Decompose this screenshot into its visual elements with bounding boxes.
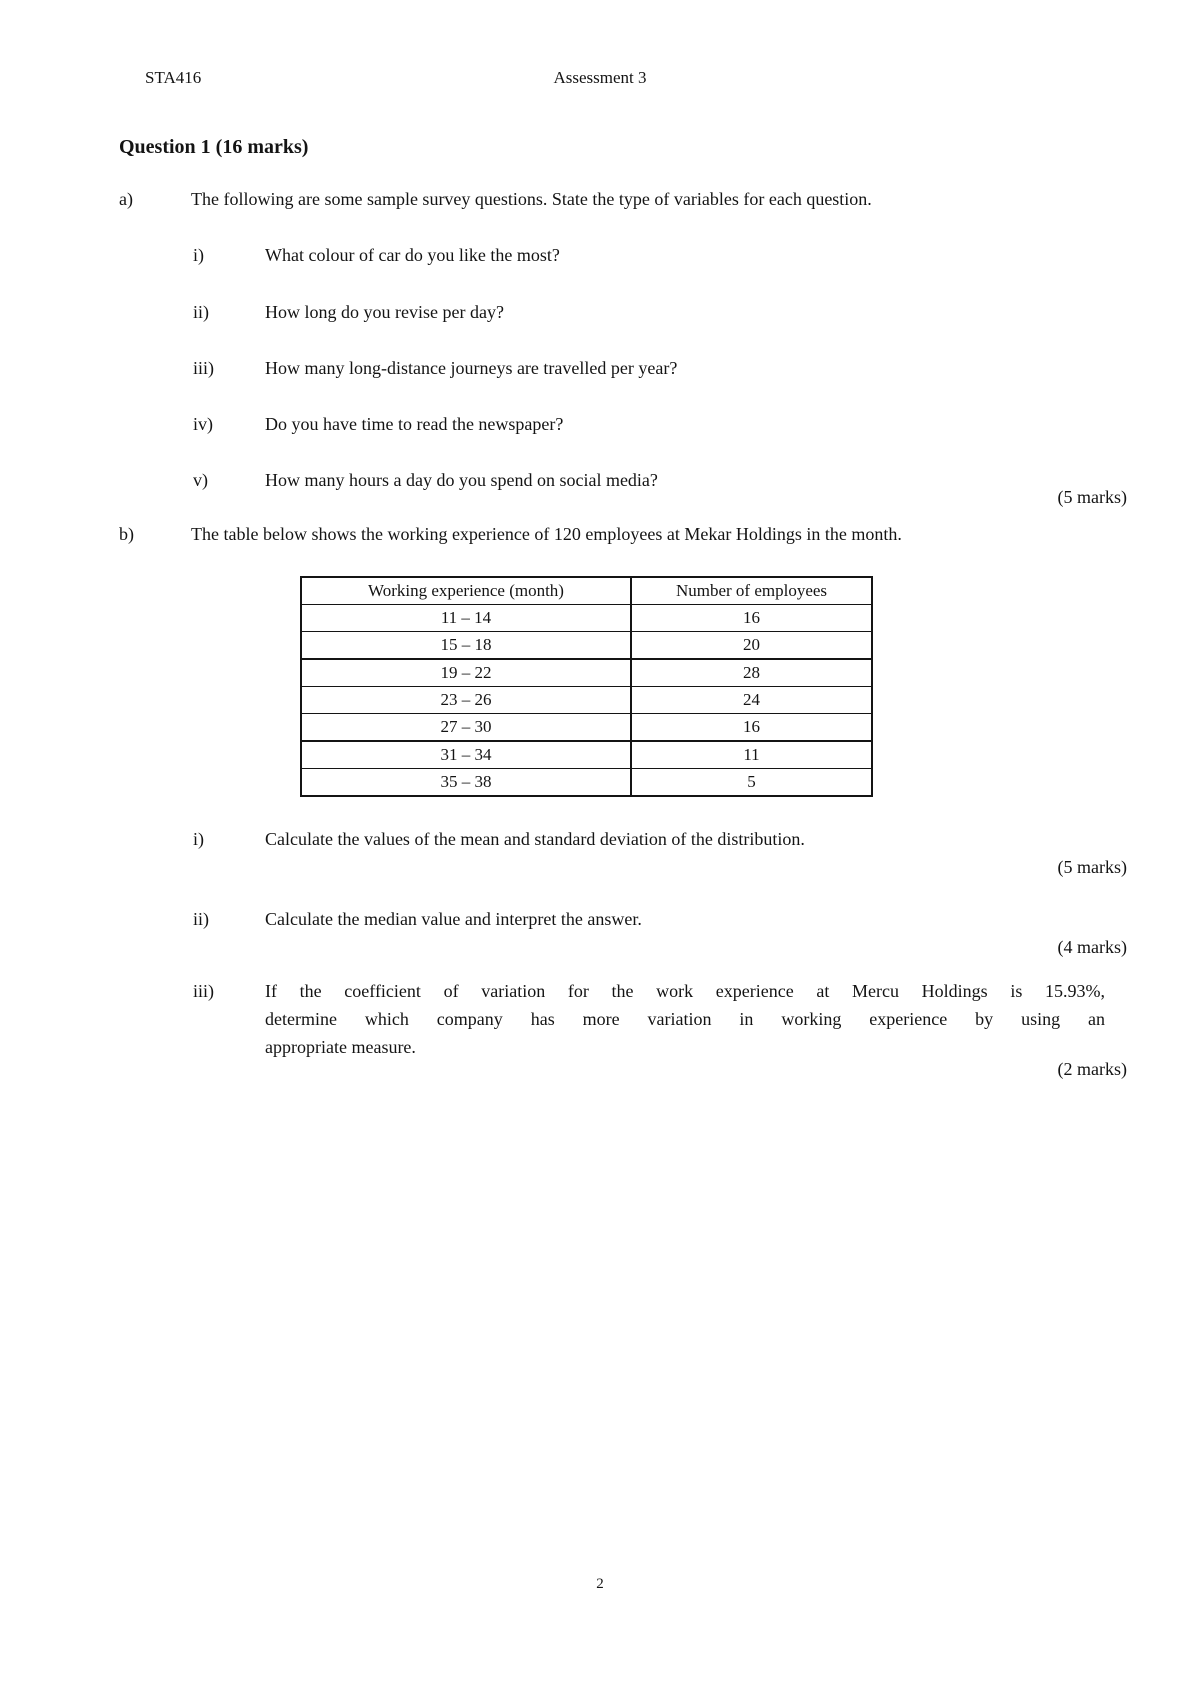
item-text: Calculate the values of the mean and standard deviation of the distribution. xyxy=(265,829,805,849)
part-b-item-ii-marks: (4 marks) xyxy=(1057,937,1127,957)
part-a-row xyxy=(0,185,1200,213)
table-cell: 35 – 38 xyxy=(301,769,631,797)
part-a-item-ii xyxy=(0,298,1200,326)
table-row xyxy=(301,687,872,714)
table-cell: 20 xyxy=(631,632,872,660)
page-header xyxy=(0,64,1200,92)
part-b-item-iii xyxy=(0,977,1200,1061)
item-label: iv) xyxy=(193,414,213,434)
table-row xyxy=(301,605,872,632)
table-row xyxy=(301,632,872,660)
page-number: 2 xyxy=(596,1576,604,1592)
item-text: What colour of car do you like the most? xyxy=(265,245,560,265)
table-cell: 15 – 18 xyxy=(301,632,631,660)
table-cell: 5 xyxy=(631,769,872,797)
part-a-item-iv xyxy=(0,410,1200,438)
part-a-item-i xyxy=(0,241,1200,269)
part-b-row xyxy=(0,520,1200,548)
paragraph-line: determine which company has more variation in working experience by using an xyxy=(265,1009,1105,1029)
item-text: Calculate the median value and interpret the answer. xyxy=(265,909,642,929)
table-row xyxy=(301,659,872,687)
table-header-cell: Working experience (month) xyxy=(301,577,631,605)
table-cell: 19 – 22 xyxy=(301,659,631,687)
item-paragraph xyxy=(265,977,1105,1061)
item-label: ii) xyxy=(193,302,209,322)
table-cell: 16 xyxy=(631,605,872,632)
table-cell: 28 xyxy=(631,659,872,687)
table-row xyxy=(301,769,872,797)
item-text: Do you have time to read the newspaper? xyxy=(265,414,564,434)
table-cell: 23 – 26 xyxy=(301,687,631,714)
table-row xyxy=(301,714,872,742)
header-title: Assessment 3 xyxy=(553,68,647,87)
part-b-intro: The table below shows the working experience of 120 employees at Mekar Holdings in the month. xyxy=(191,524,902,544)
item-label: iii) xyxy=(193,358,214,378)
table-header-cell: Number of employees xyxy=(631,577,872,605)
part-b-item-i xyxy=(0,825,1200,853)
item-label: i) xyxy=(193,245,204,265)
paragraph-line: appropriate measure. xyxy=(265,1037,416,1057)
part-a-item-iii xyxy=(0,354,1200,382)
part-a-marks: (5 marks) xyxy=(1057,487,1127,507)
item-text: How long do you revise per day? xyxy=(265,302,504,322)
experience-table xyxy=(300,576,873,797)
part-b-item-i-marks: (5 marks) xyxy=(1057,857,1127,877)
table-cell: 11 xyxy=(631,741,872,769)
part-b-item-ii xyxy=(0,905,1200,933)
paragraph-line: If the coefficient of variation for the work experience at Mercu Holdings is 15.93%, xyxy=(265,981,1105,1001)
table-cell: 27 – 30 xyxy=(301,714,631,742)
item-label: ii) xyxy=(193,909,209,929)
item-label: i) xyxy=(193,829,204,849)
table-cell: 11 – 14 xyxy=(301,605,631,632)
part-a-intro: The following are some sample survey questions. State the type of variables for each question. xyxy=(191,189,872,209)
item-text: How many hours a day do you spend on social media? xyxy=(265,470,658,490)
item-label: v) xyxy=(193,470,208,490)
table-cell: 31 – 34 xyxy=(301,741,631,769)
table-cell: 16 xyxy=(631,714,872,742)
item-text: How many long-distance journeys are travelled per year? xyxy=(265,358,678,378)
table-cell: 24 xyxy=(631,687,872,714)
table-header-row xyxy=(301,577,872,605)
question-title: Question 1 (16 marks) xyxy=(119,136,309,158)
header-course-code: STA416 xyxy=(145,68,202,87)
part-b-item-iii-marks: (2 marks) xyxy=(1057,1059,1127,1079)
item-label: iii) xyxy=(193,981,214,1001)
table-row xyxy=(301,741,872,769)
part-b-label: b) xyxy=(119,524,134,544)
part-a-label: a) xyxy=(119,189,133,209)
